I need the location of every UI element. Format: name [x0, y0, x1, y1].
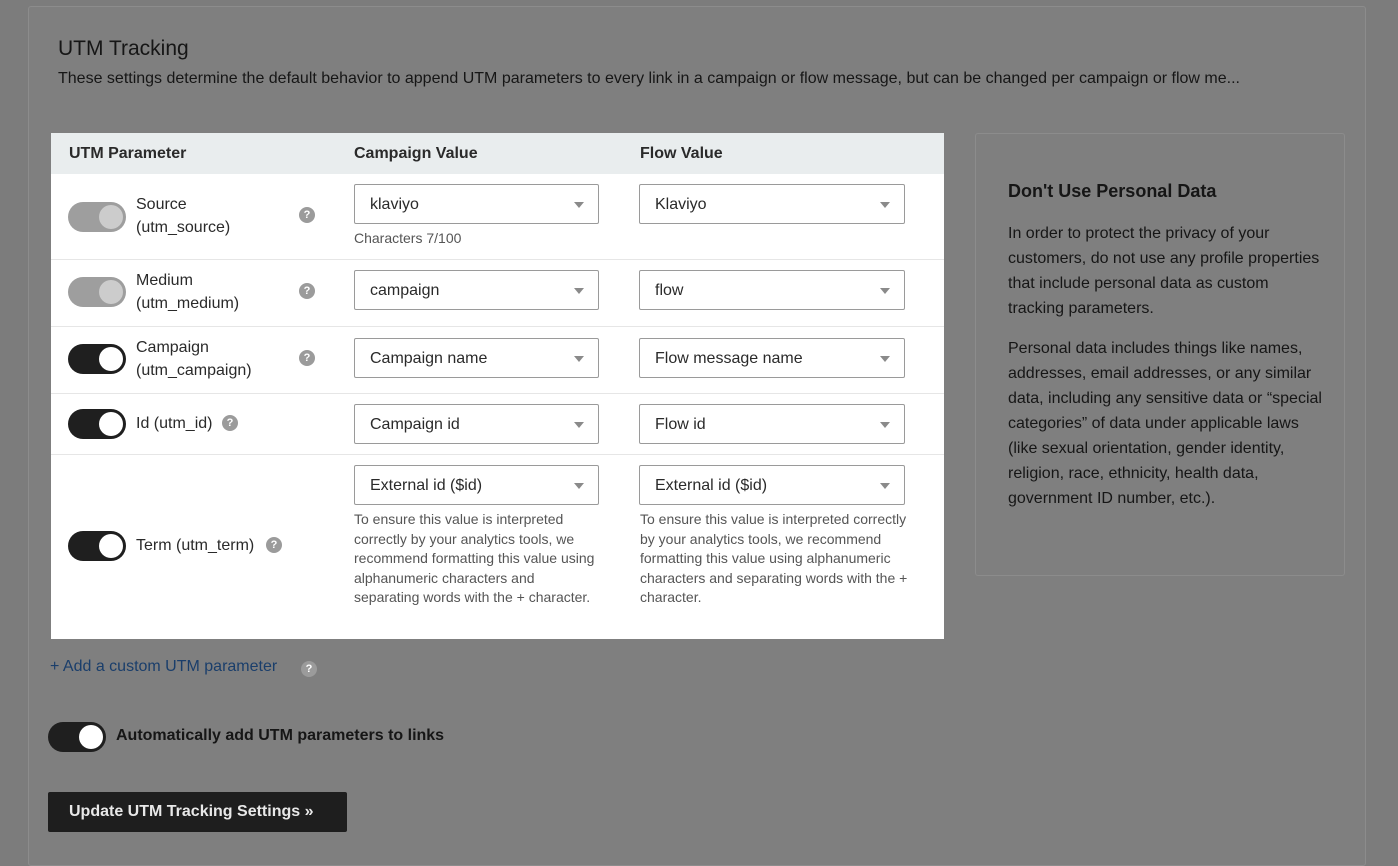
section-description: These settings determine the default behavior to append UTM parameters to every link in a campaign or flow message, but can be changed per campaign or flow me...: [58, 70, 1240, 87]
character-count: Characters 7/100: [354, 230, 462, 246]
term-campaign-select[interactable]: [354, 465, 599, 505]
chevron-down-icon: [574, 202, 584, 208]
id-label: Id (utm_id): [136, 415, 213, 432]
chevron-down-icon: [880, 202, 890, 208]
personal-data-panel: [975, 133, 1345, 576]
chevron-down-icon: [880, 483, 890, 489]
chevron-down-icon: [574, 483, 584, 489]
auto-add-label: Automatically add UTM parameters to links: [116, 727, 445, 744]
campaign-label: Campaign (utm_campaign): [136, 339, 252, 379]
term-flow-select[interactable]: [639, 465, 905, 505]
add-custom-utm-label: + Add a custom UTM parameter: [50, 658, 278, 675]
header-utm-parameter: UTM Parameter: [69, 145, 187, 162]
table-header: [51, 133, 944, 174]
panel-paragraph-2: Personal data includes things like names, addresses, email addresses, or any similar data, including any sensitive data or “special categories” of data under applicable laws (like sexual orientation, gender identity, religion, race, ethnicity, health data, government ID number, etc.).: [1008, 340, 1322, 507]
source-flow-select[interactable]: [639, 184, 905, 224]
select-value: External id ($id): [370, 477, 483, 494]
help-icon[interactable]: ?: [299, 207, 315, 223]
source-campaign-select[interactable]: [354, 184, 599, 224]
id-campaign-select[interactable]: [354, 404, 599, 444]
source-label: Source (utm_source): [136, 196, 231, 236]
auto-add-toggle[interactable]: [48, 722, 106, 752]
toggle-knob: [99, 205, 123, 229]
help-icon[interactable]: ?: [299, 283, 315, 299]
campaign-toggle[interactable]: [68, 344, 126, 374]
medium-campaign-select[interactable]: [354, 270, 599, 310]
chevron-down-icon: [880, 288, 890, 294]
chevron-down-icon: [574, 422, 584, 428]
chevron-down-icon: [574, 356, 584, 362]
toggle-knob: [99, 280, 123, 304]
toggle-knob: [79, 725, 103, 749]
medium-label: Medium (utm_medium): [136, 272, 240, 312]
panel-paragraph-1: In order to protect the privacy of your customers, do not use any profile properties that include personal data as custom tracking parameters.: [1008, 225, 1320, 317]
term-flow-hint: To ensure this value is interpreted correctly by your analytics tools, we recommend formatting this value using alphanumeric characters and separating words with the + character.: [640, 511, 908, 605]
select-value: External id ($id): [655, 477, 768, 494]
chevron-down-icon: [880, 422, 890, 428]
term-label: Term (utm_term): [136, 537, 255, 554]
select-value: Campaign id: [370, 416, 460, 433]
section-title: UTM Tracking: [58, 37, 189, 60]
table-row-medium: [51, 259, 944, 326]
toggle-knob: [99, 412, 123, 436]
add-custom-utm-link[interactable]: [50, 658, 277, 676]
select-value: flow: [655, 282, 684, 299]
term-toggle[interactable]: [68, 531, 126, 561]
chevron-down-icon: [880, 356, 890, 362]
toggle-knob: [99, 534, 123, 558]
help-icon[interactable]: ?: [266, 537, 282, 553]
select-value: Flow message name: [655, 350, 803, 367]
campaign-flow-select[interactable]: [639, 338, 905, 378]
header-flow-value: Flow Value: [640, 145, 723, 162]
header-campaign-value: Campaign Value: [354, 145, 478, 162]
select-value: Flow id: [655, 416, 706, 433]
select-value: campaign: [370, 282, 440, 299]
term-campaign-hint: To ensure this value is interpreted correctly by your analytics tools, we recommend formatting this value using alphanumeric characters and separating words with the + character.: [354, 511, 595, 605]
campaign-campaign-select[interactable]: [354, 338, 599, 378]
table-row-id: [51, 393, 944, 454]
help-icon[interactable]: ?: [222, 415, 238, 431]
table-row-source: [51, 174, 944, 260]
select-value: klaviyo: [370, 196, 419, 213]
select-value: Campaign name: [370, 350, 488, 367]
table-row-term: [51, 454, 944, 639]
panel-title: Don't Use Personal Data: [1008, 181, 1217, 201]
select-value: Klaviyo: [655, 196, 707, 213]
source-toggle[interactable]: [68, 202, 126, 232]
chevron-down-icon: [574, 288, 584, 294]
toggle-knob: [99, 347, 123, 371]
id-flow-select[interactable]: [639, 404, 905, 444]
id-toggle[interactable]: [68, 409, 126, 439]
help-icon[interactable]: ?: [301, 661, 317, 677]
update-utm-settings-button[interactable]: Update UTM Tracking Settings »: [48, 792, 347, 832]
medium-toggle[interactable]: [68, 277, 126, 307]
table-row-campaign: [51, 326, 944, 393]
utm-parameter-table: [51, 133, 944, 639]
help-icon[interactable]: ?: [299, 350, 315, 366]
medium-flow-select[interactable]: [639, 270, 905, 310]
